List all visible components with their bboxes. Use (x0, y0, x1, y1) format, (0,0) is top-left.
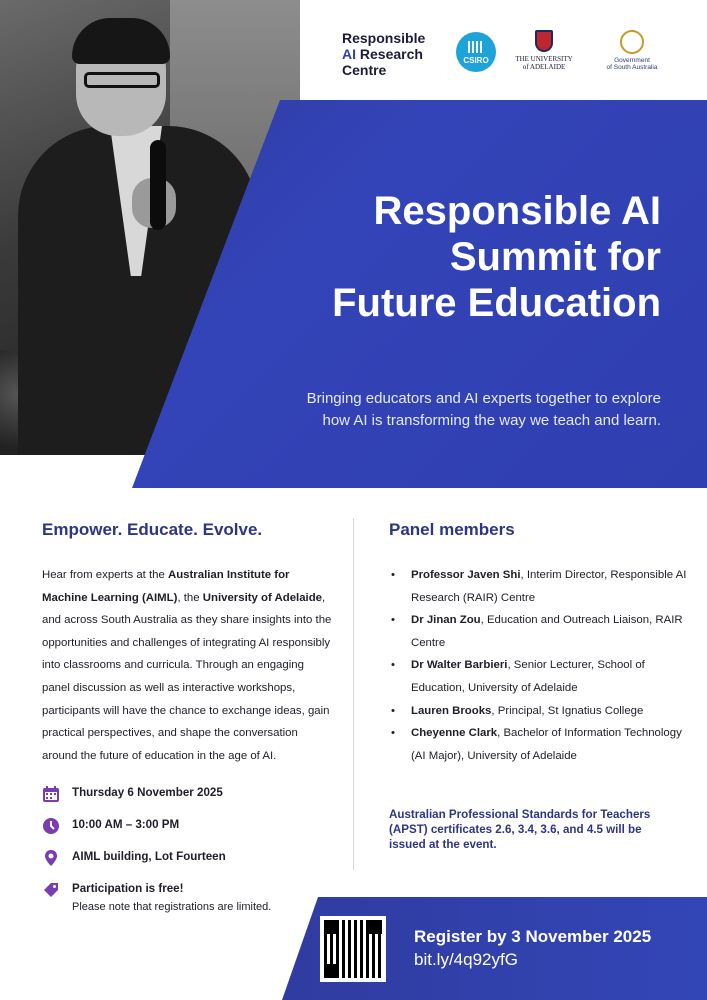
list-item: • Lauren Brooks, Principal, St Ignatius College (389, 700, 689, 723)
hero-section (0, 0, 707, 488)
event-location: AIML building, Lot Fourteen (42, 849, 332, 873)
uoa-crest-icon (535, 30, 553, 52)
clock-icon (42, 817, 60, 835)
event-time: 10:00 AM – 3:00 PM (42, 817, 332, 841)
page-subtitle: Bringing educators and AI experts together to explore how AI is transforming the way we teach and learn. (306, 390, 661, 429)
panel-column (389, 520, 689, 852)
sa-seal-icon (620, 30, 644, 54)
price-tag-icon (42, 881, 60, 899)
panel-members-list (389, 564, 689, 767)
event-date: Thursday 6 November 2025 (42, 785, 332, 809)
registration-link[interactable]: bit.ly/4q92yfG (414, 950, 518, 969)
column-divider (353, 518, 354, 870)
partner-logos (342, 30, 682, 80)
microphone-icon (150, 140, 166, 230)
list-item: • Professor Javen Shi, Interim Director, Responsible AI Research (RAIR) Centre (389, 564, 689, 609)
event-description: Hear from experts at the Australian Institute for Machine Learning (AIML), the University of Adelaide, and across South Australia as they share insights into the opportunities and challenges of integrating AI responsibly into classrooms and curricula. Through an engaging panel discussion as well as interactive workshops, participants will have the chance to exchange ideas, gain practical perspectives, and shape the conversation around the future of education in the age of AI. (42, 569, 332, 762)
participation-info: Participation is free! Please note that registrations are limited. (42, 881, 332, 914)
panel-heading: Panel members (389, 520, 515, 539)
tagline-heading: Empower. Educate. Evolve. (42, 520, 263, 539)
list-item: • Cheyenne Clark, Bachelor of Information Technology (AI Major), University of Adelaide (389, 722, 689, 767)
registration-qr-code[interactable] (320, 916, 386, 982)
csiro-logo: CSIRO (456, 32, 496, 72)
list-item: • Dr Walter Barbieri, Senior Lecturer, School of Education, University of Adelaide (389, 654, 689, 699)
calendar-icon (42, 785, 60, 803)
event-info-column (42, 520, 332, 922)
rair-centre-logo: Responsible AI Research Centre (342, 30, 426, 78)
location-pin-icon (42, 849, 60, 867)
qr-code-icon (324, 920, 382, 978)
university-of-adelaide-logo: THE UNIVERSITY of ADELAIDE (514, 30, 574, 71)
apst-certificate-note: Australian Professional Standards for Teachers (APST) certificates 2.6, 3.4, 3.6, and 4.5 will be issued at the event. (389, 808, 651, 852)
registration-info (414, 926, 651, 972)
register-deadline: Register by 3 November 2025 (414, 927, 652, 946)
government-of-south-australia-logo: Government of South Australia (597, 30, 667, 71)
page-title: Responsible AI Summit for Future Education (332, 189, 661, 325)
list-item: • Dr Jinan Zou, Education and Outreach Liaison, RAIR Centre (389, 609, 689, 654)
event-details (42, 785, 332, 914)
